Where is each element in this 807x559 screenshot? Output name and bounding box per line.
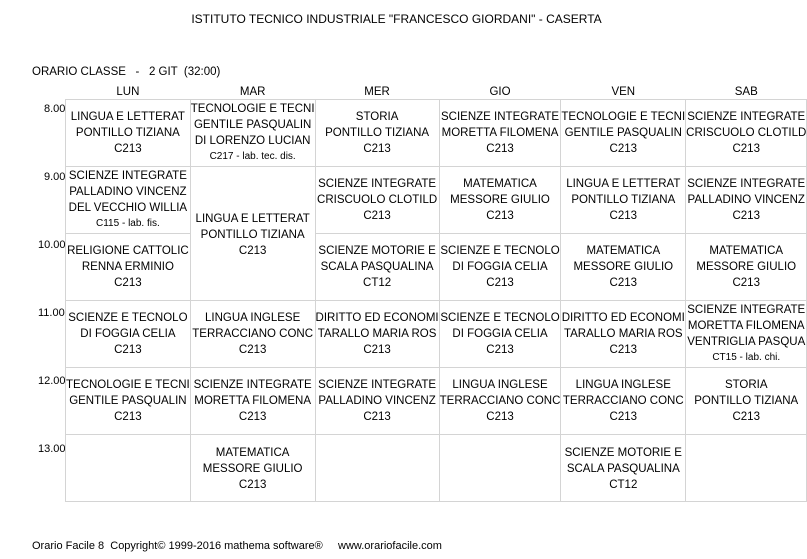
lesson-teacher: MESSORE GIULIO	[202, 463, 303, 475]
lesson-subject: SCIENZE INTEGRATE	[441, 111, 560, 123]
lesson-teacher: SCALA PASQUALINA	[566, 463, 680, 475]
lesson-cell-sab-13	[686, 435, 807, 502]
day-header-ven: VEN	[611, 85, 636, 98]
timetable-grid	[65, 84, 807, 502]
lesson-subject: LINGUA INGLESE	[205, 312, 301, 324]
lesson-subject: TECNOLOGIE E TECNI	[190, 103, 315, 115]
lesson-teacher: RENNA ERMINIO	[81, 261, 174, 273]
lesson-teacher: PALLADINO VINCENZ	[318, 395, 436, 407]
lesson-subject: STORIA	[355, 111, 399, 123]
lesson-teacher: CRISCUOLO CLOTILD	[686, 127, 807, 139]
timetable-row-8	[66, 100, 807, 167]
timetable-row-11	[66, 301, 807, 368]
lesson-cell-mar-13	[190, 435, 315, 502]
lesson-room: C213	[486, 143, 514, 155]
lesson-room: C213	[238, 245, 267, 257]
lesson-cell-sab-12	[686, 368, 807, 435]
lesson-teacher: GENTILE PASQUALIN	[69, 395, 187, 407]
lesson-cell-ven-11	[561, 301, 686, 368]
lesson-teacher-2: DEL VECCHIO WILLIA	[68, 202, 188, 214]
lesson-room: C213	[238, 344, 267, 356]
day-header-row	[66, 84, 807, 100]
lesson-subject: SCIENZE INTEGRATE	[318, 379, 437, 391]
lesson-cell-mar-8	[190, 100, 315, 167]
timetable-row-12	[66, 368, 807, 435]
lesson-room: C213	[609, 344, 638, 356]
lesson-subject: SCIENZE INTEGRATE	[687, 178, 806, 190]
lesson-room: C213	[486, 344, 514, 356]
lesson-subject: MATEMATICA	[586, 245, 661, 257]
lesson-teacher: SCALA PASQUALINA	[320, 261, 434, 273]
lesson-teacher: TERRACCIANO CONC	[439, 395, 561, 407]
lesson-subject: LINGUA INGLESE	[452, 379, 548, 391]
lesson-room: C213	[486, 277, 514, 289]
day-header-mer: MER	[364, 85, 390, 98]
lesson-teacher-2: DI LORENZO LUCIAN	[194, 135, 311, 147]
timetable-row-9	[66, 167, 807, 234]
lesson-teacher: DI FOGGIA CELIA	[80, 328, 176, 340]
hour-label-11: 11.00	[38, 307, 65, 319]
lesson-teacher: MESSORE GIULIO	[450, 194, 550, 206]
lesson-cell-ven-8	[561, 100, 686, 167]
lesson-teacher: TARALLO MARIA ROS	[563, 328, 683, 340]
lesson-cell-mar-11	[190, 301, 315, 368]
lesson-teacher: MESSORE GIULIO	[573, 261, 674, 273]
class-info: ORARIO CLASSE - 2 GIT (32:00)	[32, 66, 221, 78]
lesson-teacher: TERRACCIANO CONC	[192, 328, 314, 340]
lesson-teacher: PALLADINO VINCENZ	[69, 186, 187, 198]
lesson-teacher: MORETTA FILOMENA	[441, 127, 559, 139]
lesson-teacher: MORETTA FILOMENA	[687, 320, 805, 332]
lesson-teacher: TERRACCIANO CONC	[562, 395, 684, 407]
lesson-subject: SCIENZE INTEGRATE	[193, 379, 312, 391]
lesson-room: C213	[609, 277, 638, 289]
lesson-room: CT12	[363, 277, 392, 289]
lesson-cell-gio-12	[439, 368, 561, 435]
lesson-room: C213	[486, 411, 514, 423]
lesson-cell-gio-10	[439, 234, 561, 301]
lesson-cell-sab-9	[686, 167, 807, 234]
lesson-room: C213	[609, 143, 638, 155]
lesson-cell-ven-13	[561, 435, 686, 502]
lesson-cell-mer-13	[315, 435, 439, 502]
lesson-subject: LINGUA E LETTERAT	[70, 111, 185, 123]
lesson-room: C213	[363, 411, 391, 423]
lesson-room: CT12	[609, 479, 638, 491]
lesson-room: C213	[363, 344, 391, 356]
lesson-teacher: MORETTA FILOMENA	[194, 395, 311, 407]
lesson-room: C213	[732, 210, 760, 222]
hour-label-12: 12.00	[38, 375, 66, 387]
lesson-room: C213	[486, 210, 514, 222]
lesson-room: C213	[114, 143, 142, 155]
lesson-cell-gio-8	[439, 100, 561, 167]
lesson-teacher: PONTILLO TIZIANA	[325, 127, 430, 139]
lesson-teacher: PONTILLO TIZIANA	[200, 229, 305, 241]
lesson-subject: SCIENZE E TECNOLO	[68, 312, 188, 324]
lesson-cell-mer-9	[315, 167, 439, 234]
hour-label-10: 10.00	[38, 239, 66, 251]
lesson-room: C213	[238, 411, 267, 423]
lesson-cell-mer-8	[315, 100, 439, 167]
timetable-row-13	[66, 435, 807, 502]
day-header-mar: MAR	[239, 85, 266, 98]
lesson-cell-mer-10	[315, 234, 439, 301]
hour-label-9: 9.00	[44, 171, 66, 183]
lesson-cell-lun-9	[66, 167, 191, 234]
lesson-cell-ven-9	[561, 167, 686, 234]
lesson-teacher: PALLADINO VINCENZ	[687, 194, 805, 206]
lesson-subject: LINGUA E LETTERAT	[195, 213, 310, 225]
lesson-teacher-2: VENTRIGLIA PASQUA	[687, 336, 806, 348]
lesson-teacher: DI FOGGIA CELIA	[452, 328, 548, 340]
lesson-room: CT15 - lab. chi.	[712, 352, 781, 363]
lesson-cell-mar-12	[190, 368, 315, 435]
lesson-cell-gio-11	[439, 301, 561, 368]
hour-label-13: 13.00	[38, 443, 66, 455]
lesson-cell-mar-9-10	[190, 167, 315, 301]
lesson-cell-lun-8	[66, 100, 191, 167]
lesson-subject: SCIENZE E TECNOLO	[440, 245, 560, 257]
hour-label-8: 8.00	[44, 103, 66, 115]
lesson-room: C213	[732, 411, 760, 423]
lesson-subject: LINGUA INGLESE	[575, 379, 671, 391]
lesson-teacher: TARALLO MARIA ROS	[317, 328, 437, 340]
lesson-cell-gio-13	[439, 435, 561, 502]
lesson-subject: STORIA	[724, 379, 768, 391]
lesson-room: C213	[114, 411, 142, 423]
lesson-teacher: GENTILE PASQUALIN	[193, 119, 312, 131]
lesson-subject: RELIGIONE CATTOLIC	[67, 245, 189, 257]
lesson-subject: DIRITTO ED ECONOMI	[315, 312, 439, 324]
lesson-room: C213	[114, 277, 142, 289]
lesson-room: C213	[609, 411, 638, 423]
lesson-room: C213	[114, 344, 142, 356]
day-header-gio: GIO	[489, 85, 511, 98]
lesson-cell-lun-12	[66, 368, 191, 435]
lesson-cell-sab-10	[686, 234, 807, 301]
lesson-subject: MATEMATICA	[215, 447, 290, 459]
lesson-subject: DIRITTO ED ECONOMI	[561, 312, 685, 324]
lesson-teacher: MESSORE GIULIO	[696, 261, 797, 273]
lesson-subject: SCIENZE INTEGRATE	[68, 170, 187, 182]
lesson-subject: SCIENZE MOTORIE E	[564, 447, 682, 459]
lesson-room: C213	[732, 277, 760, 289]
footer-copyright: Orario Facile 8 Copyright© 1999-2016 mathema software® www.orariofacile.com	[32, 540, 442, 552]
lesson-teacher: PONTILLO TIZIANA	[694, 395, 799, 407]
lesson-teacher: GENTILE PASQUALIN	[564, 127, 682, 139]
day-header-sab: SAB	[734, 85, 758, 98]
lesson-subject: SCIENZE INTEGRATE	[687, 304, 806, 316]
lesson-room: C213	[732, 143, 760, 155]
lesson-room: C115 - lab. fis.	[96, 218, 160, 229]
lesson-subject: SCIENZE INTEGRATE	[318, 178, 437, 190]
lesson-cell-lun-13	[66, 435, 191, 502]
school-title: ISTITUTO TECNICO INDUSTRIALE "FRANCESCO GIORDANI" - CASERTA	[191, 12, 602, 26]
lesson-subject: MATEMATICA	[463, 178, 537, 190]
lesson-cell-lun-10	[66, 234, 191, 301]
lesson-teacher: DI FOGGIA CELIA	[452, 261, 548, 273]
day-header-lun: LUN	[116, 85, 140, 98]
lesson-room: C213	[609, 210, 638, 222]
lesson-cell-sab-11	[686, 301, 807, 368]
lesson-room: C213	[363, 143, 391, 155]
timetable-row-10	[66, 234, 807, 301]
lesson-subject: SCIENZE INTEGRATE	[687, 111, 806, 123]
lesson-teacher: PONTILLO TIZIANA	[75, 127, 180, 139]
lesson-cell-gio-9	[439, 167, 561, 234]
lesson-cell-ven-12	[561, 368, 686, 435]
lesson-subject: MATEMATICA	[709, 245, 784, 257]
lesson-room: C213	[238, 479, 267, 491]
lesson-subject: TECNOLOGIE E TECNI	[66, 379, 190, 391]
lesson-room: C213	[363, 210, 391, 222]
lesson-cell-sab-8	[686, 100, 807, 167]
lesson-teacher: PONTILLO TIZIANA	[571, 194, 676, 206]
lesson-subject: SCIENZE E TECNOLO	[440, 312, 560, 324]
lesson-cell-mer-12	[315, 368, 439, 435]
lesson-cell-ven-10	[561, 234, 686, 301]
lesson-subject: LINGUA E LETTERAT	[566, 178, 681, 190]
lesson-teacher: CRISCUOLO CLOTILD	[317, 194, 438, 206]
lesson-subject: SCIENZE MOTORIE E	[318, 245, 436, 257]
lesson-subject: TECNOLOGIE E TECNI	[561, 111, 686, 123]
lesson-cell-mer-11	[315, 301, 439, 368]
lesson-cell-lun-11	[66, 301, 191, 368]
lesson-room: C217 - lab. tec. dis.	[209, 151, 296, 162]
